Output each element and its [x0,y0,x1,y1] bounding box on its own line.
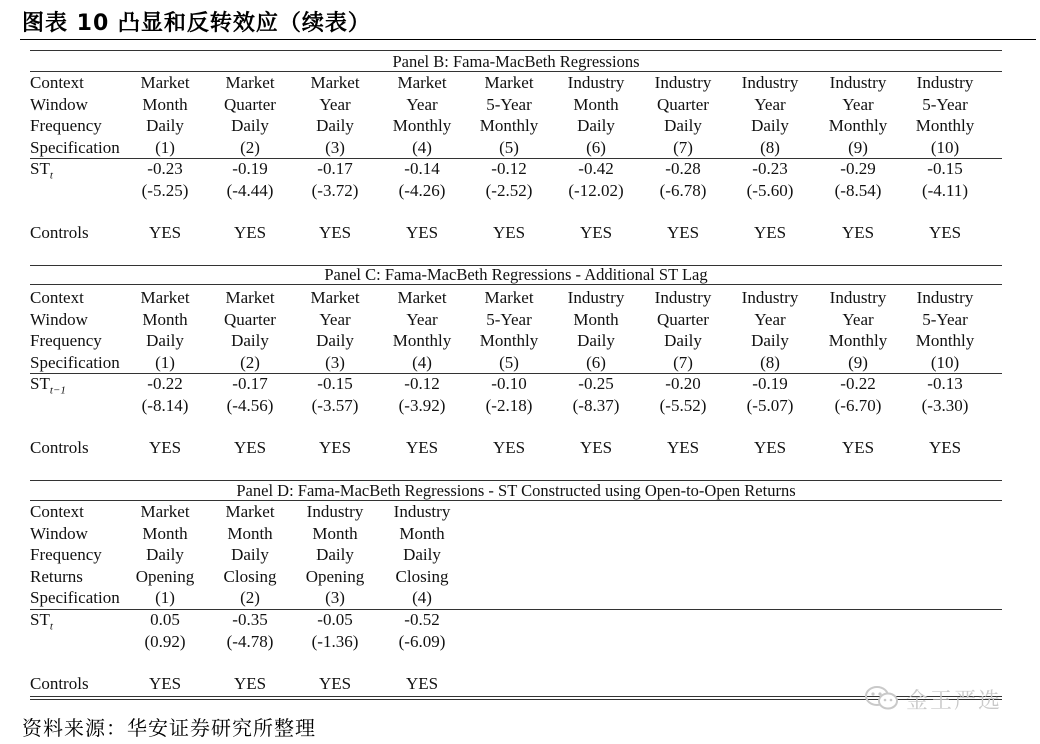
table-cell: Year [319,309,351,329]
table-cell: Year [842,309,874,329]
table-cell: (-2.18) [485,396,533,415]
table-cell: -0.35 [232,610,268,629]
table-cell: (8) [760,352,780,372]
table-cell: Daily [316,545,354,564]
table-cell: (-3.72) [311,181,359,200]
header-row [30,72,1020,93]
controls-row [30,222,1020,243]
row-label-text: Window [30,309,88,329]
table-cell: YES [318,223,352,242]
table-cell: (2) [240,588,260,607]
table-cell: Market [484,288,534,307]
row-label-text: Frequency [30,116,102,135]
table-cell: Industry [654,288,712,307]
table-cell: (-3.92) [398,396,446,415]
header-row [30,501,1020,522]
header-row [30,94,1020,115]
table-cell: YES [405,674,439,693]
row-label [30,330,102,351]
table-cell: Industry [306,502,364,521]
table-cell: Market [484,73,534,92]
table-cell: Month [142,94,188,114]
header-row [30,352,1020,373]
table-cell: (1) [155,588,175,607]
row-label [30,587,120,608]
table-cell: Market [397,288,447,307]
table-cell: -0.22 [840,374,876,393]
table-cell: YES [492,223,526,242]
table-cell: -0.12 [491,159,527,178]
figure-title: 图表 10 凸显和反转效应（续表） [22,11,371,36]
table-cell: (-3.57) [311,396,359,415]
watermark-text: 金王严选 [906,689,1003,714]
table-cell: -0.15 [317,374,353,393]
table-cell: -0.19 [752,374,788,393]
table-cell: YES [579,438,613,457]
row-label [30,94,88,115]
table-cell: 5-Year [486,309,532,329]
table-cell: (-6.70) [834,396,882,415]
table-cell: Industry [916,288,974,307]
row-label [30,501,84,522]
table-cell: Market [140,502,190,521]
table-cell: Monthly [479,116,539,135]
header-row [30,544,1020,565]
table-cell: Year [754,309,786,329]
row-label-text: Specification [30,588,120,607]
row-label-text: ST [30,374,50,393]
table-cell: Month [142,309,188,329]
row-label [30,287,84,308]
table-cell: Month [573,309,619,329]
table-cell: (-5.25) [141,181,189,200]
table-cell: Opening [305,566,365,586]
row-label-text: Context [30,288,84,307]
table-cell: Daily [751,331,789,350]
table-cell: YES [405,223,439,242]
table-cell: Monthly [392,116,452,135]
table-cell: (-4.78) [226,632,274,651]
table-cell: Month [142,523,188,543]
table-cell: (3) [325,137,345,157]
table-cell: Daily [146,331,184,350]
table-cell: YES [318,674,352,693]
row-label-text: Returns [30,566,83,586]
table-cell: (-12.02) [568,181,624,200]
table-cell: -0.15 [927,159,963,178]
table-cell: Monthly [828,331,888,350]
table-cell: YES [233,438,267,457]
row-label [30,352,120,373]
table-cell: -0.52 [404,610,440,629]
table-cell: Closing [395,566,449,586]
table-cell: Market [140,288,190,307]
row-label [30,544,102,565]
table-cell: -0.13 [927,374,963,393]
table-cell: (-8.37) [572,396,620,415]
table-cell: (-8.14) [141,396,189,415]
row-label-text: Controls [30,438,89,457]
table-cell: (6) [586,352,606,372]
table-cell: (10) [930,352,960,372]
table-cell: Month [573,94,619,114]
table-cell: Daily [316,331,354,350]
table-cell: YES [666,438,700,457]
panel-title: Panel B: Fama-MacBeth Regressions [392,52,640,71]
wechat-icon [864,684,900,712]
table-cell: (-5.07) [746,396,794,415]
table-cell: Opening [135,566,195,586]
table-cell: Industry [829,73,887,92]
table-cell: Daily [751,116,789,135]
row-label [30,72,84,93]
table-cell: -0.20 [665,374,701,393]
table-cell: Daily [664,116,702,135]
table-cell: 0.05 [150,610,180,629]
table-cell: Daily [146,116,184,135]
row-label [30,523,88,544]
table-cell: (-4.26) [398,181,446,200]
table-cell: Monthly [828,116,888,135]
header-row [30,287,1020,308]
table-cell: (7) [673,137,693,157]
table-cell: (4) [412,352,432,372]
table-cell: Market [225,73,275,92]
row-label-text: Frequency [30,545,102,564]
row-label-text: Window [30,94,88,114]
table-cell: -0.29 [840,159,876,178]
row-label-text: Controls [30,674,89,693]
table-cell: (5) [499,352,519,372]
table-cell: -0.22 [147,374,183,393]
table-cell: (1) [155,137,175,157]
header-row [30,566,1020,587]
table-cell: Quarter [657,309,709,329]
table-bottom-rule [30,699,1002,700]
row-label [30,309,88,330]
table-cell: YES [148,674,182,693]
table-cell: Quarter [224,309,276,329]
row-label-subscript: t [49,620,53,633]
table-cell: (3) [325,352,345,372]
table-cell: Daily [231,331,269,350]
table-cell: Monthly [915,331,975,350]
table-cell: (2) [240,137,260,157]
row-label [30,222,89,243]
table-cell: (8) [760,137,780,157]
table-cell: (2) [240,352,260,372]
row-label-text: Specification [30,137,120,157]
table-cell: YES [233,674,267,693]
row-label [30,437,89,458]
table-cell: YES [753,438,787,457]
table-cell: Industry [829,288,887,307]
source-note: 资料来源：华安证券研究所整理 [22,716,316,740]
row-label-text: Specification [30,352,120,372]
table-cell: Monthly [392,331,452,350]
table-cell: Daily [316,116,354,135]
table-cell: Daily [146,545,184,564]
table-cell: Industry [567,73,625,92]
table-cell: 5-Year [922,94,968,114]
table-cell: Month [399,523,445,543]
table-cell: Year [406,94,438,114]
row-label [30,673,89,694]
table-cell: Market [310,288,360,307]
table-cell: -0.23 [752,159,788,178]
coefficient-row [30,158,1020,182]
table-cell: (4) [412,137,432,157]
table-cell: Year [754,94,786,114]
table-cell: YES [928,438,962,457]
panel-title-rule [30,284,1002,285]
table-cell: (-5.52) [659,396,707,415]
table-cell: -0.12 [404,374,440,393]
table-cell: Daily [577,116,615,135]
table-cell: -0.05 [317,610,353,629]
table-cell: Daily [403,545,441,564]
table-cell: (5) [499,137,519,157]
table-cell: YES [148,223,182,242]
table-cell: YES [318,438,352,457]
table-cell: -0.19 [232,159,268,178]
row-label-text: Window [30,523,88,543]
table-cell: Month [227,523,273,543]
table-cell: (-8.54) [834,181,882,200]
table-cell: Quarter [224,94,276,114]
table-cell: YES [233,223,267,242]
table-cell: Industry [654,73,712,92]
table-cell: (-3.30) [921,396,969,415]
row-label-text: Context [30,502,84,521]
table-cell: (-6.78) [659,181,707,200]
table-cell: Industry [393,502,451,521]
table-cell: YES [753,223,787,242]
table-cell: 5-Year [922,309,968,329]
table-cell: (-4.44) [226,181,274,200]
tstat-row [30,180,1020,201]
table-cell: (10) [930,137,960,157]
table-cell: (-1.36) [311,632,359,651]
table-cell: (-6.09) [398,632,446,651]
table-cell: YES [666,223,700,242]
coefficient-row [30,373,1020,397]
table-cell: (4) [412,588,432,607]
table-cell: (7) [673,352,693,372]
table-cell: Monthly [915,116,975,135]
table-cell: (-4.11) [921,181,969,200]
header-row [30,309,1020,330]
table-cell: (9) [848,352,868,372]
panel-title: Panel C: Fama-MacBeth Regressions - Additional ST Lag [324,265,708,284]
header-row [30,137,1020,158]
table-cell: -0.42 [578,159,614,178]
table-cell: Daily [577,331,615,350]
row-label-subscript: t [49,169,53,182]
header-row [30,587,1020,608]
table-cell: YES [405,438,439,457]
table-cell: -0.23 [147,159,183,178]
table-cell: Monthly [479,331,539,350]
table-cell: -0.14 [404,159,440,178]
table-cell: Market [140,73,190,92]
row-label-subscript: t−1 [49,384,66,397]
table-cell: (-2.52) [485,181,533,200]
header-row [30,330,1020,351]
watermark [864,682,1014,716]
table-cell: Daily [664,331,702,350]
row-label-text: ST [30,159,50,178]
table-cell: -0.10 [491,374,527,393]
header-row [30,115,1020,136]
table-cell: Year [842,94,874,114]
table-cell: Industry [741,73,799,92]
table-cell: Market [225,288,275,307]
table-cell: Quarter [657,94,709,114]
table-cell: Industry [741,288,799,307]
table-cell: (1) [155,352,175,372]
row-label [30,115,102,136]
table-cell: YES [148,438,182,457]
table-cell: (-4.56) [226,396,274,415]
tstat-row [30,395,1020,416]
table-cell: (-5.60) [746,181,794,200]
table-cell: Year [319,94,351,114]
table-cell: (0.92) [144,632,186,651]
table-cell: -0.17 [317,159,353,178]
table-cell: YES [492,438,526,457]
table-cell: -0.28 [665,159,701,178]
table-cell: Industry [916,73,974,92]
table-cell: (3) [325,588,345,607]
table-cell: YES [841,223,875,242]
row-label-text: Frequency [30,331,102,350]
table-cell: Market [310,73,360,92]
table-cell: Closing [223,566,277,586]
table-cell: YES [928,223,962,242]
table-cell: Daily [231,545,269,564]
row-label [30,566,83,587]
row-label [30,137,120,158]
title-rule [20,39,1036,40]
panel-top-rule [30,50,1002,51]
table-cell: -0.17 [232,374,268,393]
tstat-row [30,631,1020,652]
coefficient-row [30,609,1020,633]
table-cell: Month [312,523,358,543]
table-cell: Industry [567,288,625,307]
table-cell: 5-Year [486,94,532,114]
row-label-text: Controls [30,223,89,242]
table-bottom-rule [30,696,1002,697]
table-cell: YES [841,438,875,457]
table-cell: YES [579,223,613,242]
table-cell: (6) [586,137,606,157]
panel-title: Panel D: Fama-MacBeth Regressions - ST Constructed using Open-to-Open Returns [236,481,796,500]
table-cell: Market [225,502,275,521]
table-cell: Year [406,309,438,329]
table-cell: Daily [231,116,269,135]
controls-row [30,437,1020,458]
table-cell: (9) [848,137,868,157]
table-cell: Market [397,73,447,92]
row-label-text: Context [30,73,84,92]
header-row [30,523,1020,544]
table-cell: -0.25 [578,374,614,393]
row-label-text: ST [30,610,50,629]
